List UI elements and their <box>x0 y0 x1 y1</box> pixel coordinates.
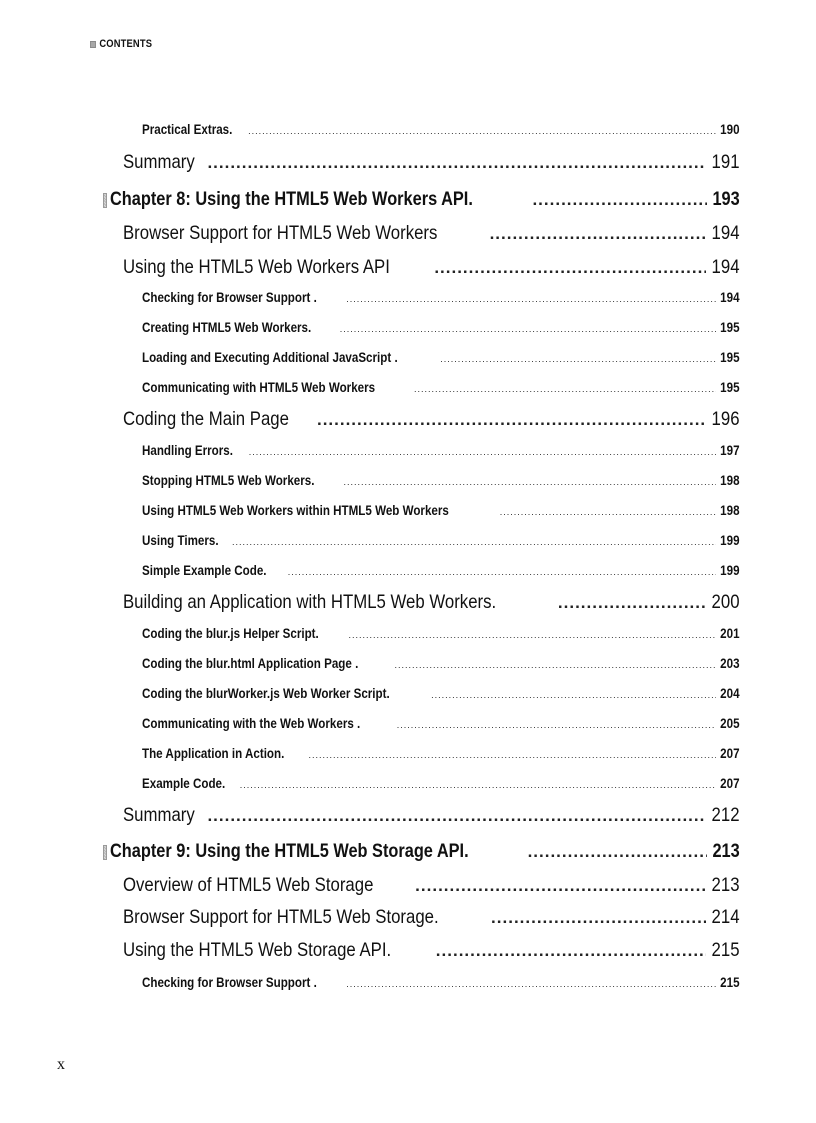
toc-entry-title: Checking for Browser Support . <box>142 975 317 990</box>
leader-dots <box>317 410 706 430</box>
toc-entry-title: Browser Support for HTML5 Web Storage. <box>123 906 439 928</box>
toc-entry-title: Checking for Browser Support . <box>142 290 317 305</box>
toc-entry-title: Practical Extras. <box>142 122 233 137</box>
toc-entry[interactable] <box>123 222 740 245</box>
toc-entry-page: 195 <box>720 350 740 365</box>
toc-entry-page: 193 <box>712 189 740 210</box>
toc-entry-title: Overview of HTML5 Web Storage <box>123 874 374 896</box>
header-label: CONTENTS <box>99 38 153 50</box>
toc-entry[interactable] <box>123 906 740 929</box>
toc-entry[interactable] <box>142 776 740 791</box>
leader-dots <box>491 908 706 928</box>
leader-dots <box>431 690 716 700</box>
toc-entry[interactable] <box>142 746 740 761</box>
toc-entry-title: Building an Application with HTML5 Web Workers. <box>123 591 497 613</box>
toc-entry[interactable] <box>123 151 740 174</box>
leader-dots <box>340 324 717 334</box>
toc-entry[interactable] <box>142 533 740 548</box>
toc-entry-title: Handling Errors. <box>142 443 233 458</box>
leader-dots <box>309 750 717 760</box>
toc-entry-title: Coding the Main Page <box>123 408 289 430</box>
leader-dots <box>528 842 708 862</box>
toc-entry-page: 194 <box>712 222 740 244</box>
toc-entry-page: 194 <box>720 290 740 305</box>
toc-chapter-entry[interactable] <box>103 189 740 211</box>
toc-entry-title: Summary <box>123 804 195 826</box>
toc-entry[interactable] <box>123 408 740 431</box>
leader-dots <box>349 630 717 640</box>
toc-entry-page: 203 <box>720 656 740 671</box>
toc-entry-page: 190 <box>720 122 740 137</box>
toc-entry-title: Simple Example Code. <box>142 563 267 578</box>
leader-dots <box>248 126 716 136</box>
toc-entry-title: Coding the blurWorker.js Web Worker Script. <box>142 686 390 701</box>
toc-entry-page: 199 <box>720 533 740 548</box>
toc-entry-title: Coding the blur.html Application Page . <box>142 656 359 671</box>
toc-entry[interactable] <box>142 626 740 641</box>
leader-dots <box>500 507 717 517</box>
toc-entry-page: 213 <box>712 874 740 896</box>
toc-entry-title: Using the HTML5 Web Workers API <box>123 256 390 278</box>
toc-entry-page: 198 <box>720 503 740 518</box>
toc-entry-page: 207 <box>720 776 740 791</box>
leader-dots <box>344 477 717 487</box>
leader-dots <box>436 941 707 961</box>
page-number: x <box>57 1056 65 1073</box>
leader-dots <box>440 354 716 364</box>
toc-entry[interactable] <box>123 939 740 962</box>
leader-dots <box>346 294 716 304</box>
toc-entry-page: 213 <box>712 841 740 862</box>
leader-dots <box>395 660 717 670</box>
toc-entry-title: Browser Support for HTML5 Web Workers <box>123 222 438 244</box>
toc-entry[interactable] <box>142 122 740 137</box>
toc-entry-page: 207 <box>720 746 740 761</box>
toc-entry-page: 195 <box>720 320 740 335</box>
toc-entry-title: Summary <box>123 151 195 173</box>
toc-entry[interactable] <box>142 443 740 458</box>
toc-entry-page: 196 <box>712 408 740 430</box>
toc-entry[interactable] <box>142 686 740 701</box>
toc-entry-title: Communicating with HTML5 Web Workers <box>142 380 376 395</box>
toc-entry[interactable] <box>123 874 740 897</box>
leader-dots <box>232 537 716 547</box>
toc-entry-title: Stopping HTML5 Web Workers. <box>142 473 315 488</box>
toc-entry[interactable] <box>142 290 740 305</box>
leader-dots <box>434 258 706 278</box>
toc-entry-page: 197 <box>720 443 740 458</box>
leader-dots <box>207 153 706 173</box>
toc-entry[interactable] <box>142 975 740 990</box>
chapter-square-icon <box>103 193 107 208</box>
toc-entry-page: 215 <box>712 939 740 961</box>
toc-entry-title: Coding the blur.js Helper Script. <box>142 626 319 641</box>
toc-entry-title: Using the HTML5 Web Storage API. <box>123 939 392 961</box>
toc-entry-page: 201 <box>720 626 740 641</box>
toc-entry[interactable] <box>123 591 740 614</box>
toc-entry-title: Using HTML5 Web Workers within HTML5 Web Workers <box>142 503 449 518</box>
toc-entry[interactable] <box>123 256 740 279</box>
toc-entry-title: The Application in Action. <box>142 746 285 761</box>
toc-entry[interactable] <box>142 320 740 335</box>
leader-dots <box>207 806 706 826</box>
toc-entry-page: 212 <box>712 804 740 826</box>
toc-chapter-entry[interactable] <box>103 841 740 863</box>
toc-entry-page: 195 <box>720 380 740 395</box>
toc-entry-page: 199 <box>720 563 740 578</box>
leader-dots <box>249 447 717 457</box>
toc-entry-title: Creating HTML5 Web Workers. <box>142 320 312 335</box>
toc-entry-page: 205 <box>720 716 740 731</box>
leader-dots <box>346 979 716 989</box>
leader-dots <box>240 780 717 790</box>
chapter-square-icon <box>103 845 107 860</box>
toc-entry[interactable] <box>142 563 740 578</box>
toc-entry[interactable] <box>142 716 740 731</box>
toc-entry[interactable] <box>142 503 740 518</box>
toc-entry[interactable] <box>142 656 740 671</box>
leader-dots <box>288 567 717 577</box>
leader-dots <box>490 224 707 244</box>
leader-dots <box>415 876 706 896</box>
toc-entry-page: 214 <box>712 906 740 928</box>
leader-dots <box>414 384 716 394</box>
toc-entry[interactable] <box>142 380 740 395</box>
toc-entry[interactable] <box>142 473 740 488</box>
toc-entry-page: 198 <box>720 473 740 488</box>
leader-dots <box>558 593 707 613</box>
toc-entry-page: 200 <box>712 591 740 613</box>
toc-entry-page: 204 <box>720 686 740 701</box>
toc-entry-title: Using Timers. <box>142 533 219 548</box>
leader-dots <box>532 190 707 210</box>
toc-entry-title: Example Code. <box>142 776 226 791</box>
toc-entry-title: Chapter 9: Using the HTML5 Web Storage API. <box>109 841 469 862</box>
toc-entry-title: Chapter 8: Using the HTML5 Web Workers API. <box>109 189 473 210</box>
toc-entry-title: Loading and Executing Additional JavaScript . <box>142 350 398 365</box>
toc-entry[interactable] <box>142 350 740 365</box>
toc-entry-page: 215 <box>720 975 740 990</box>
leader-dots <box>397 720 717 730</box>
toc-entry-title: Communicating with the Web Workers . <box>142 716 361 731</box>
toc-entry[interactable] <box>123 804 740 827</box>
toc-entry-page: 194 <box>712 256 740 278</box>
toc-entry-page: 191 <box>712 151 740 173</box>
